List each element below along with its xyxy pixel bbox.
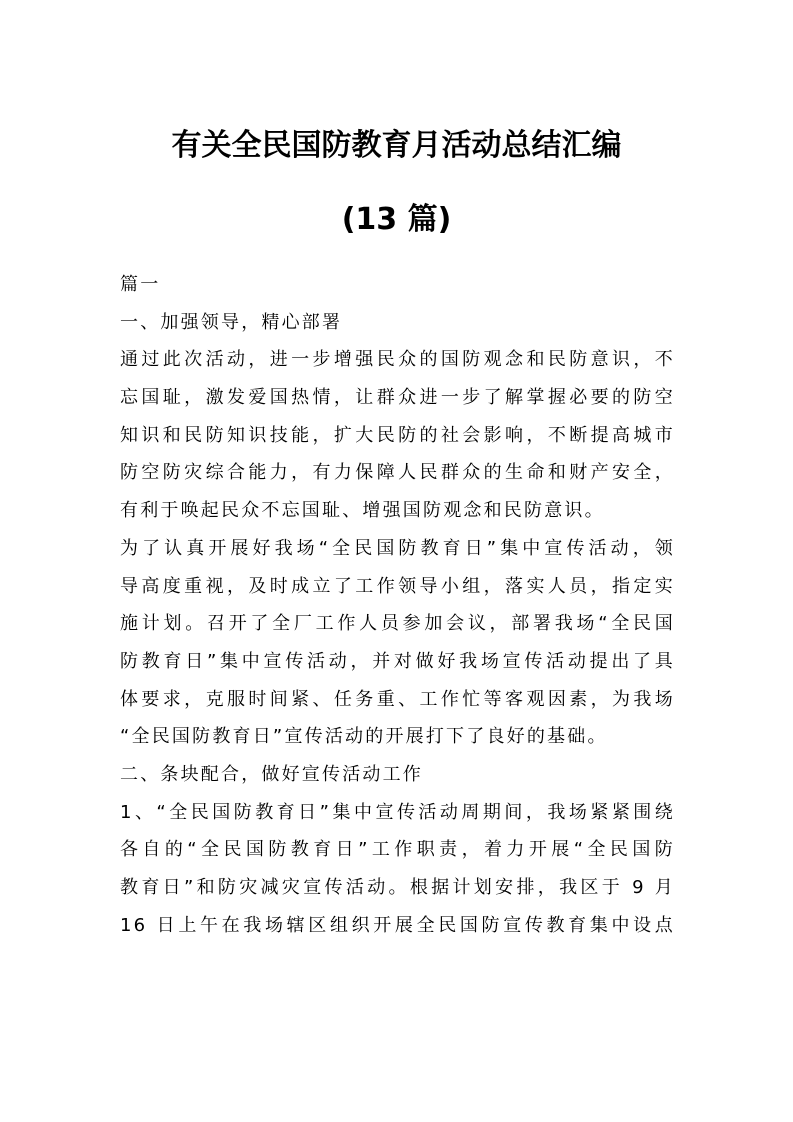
document-title: 有关全民国防教育月活动总结汇编 [171, 128, 622, 163]
paragraph-line: 1、“全民国防教育日”集中宣传活动周期间，我场紧紧围绕 [120, 801, 675, 823]
paragraph-line: 防空防灾综合能力，有力保障人民群众的生命和财产安全， [120, 462, 675, 484]
paragraph-line: 施计划。召开了全厂工作人员参加会议，部署我场“全民国 [120, 613, 675, 635]
paragraph-line: 通过此次活动，进一步增强民众的国防观念和民防意识，不 [120, 349, 675, 371]
paragraph-line: 体要求，克服时间紧、任务重、工作忙等客观因素，为我场 [120, 688, 675, 710]
paragraph-line: 篇一 [120, 274, 161, 295]
paragraph-line: 知识和民防知识技能，扩大民防的社会影响，不断提高城市 [120, 424, 675, 446]
paragraph-line: 教育日”和防灾减灾宣传活动。根据计划安排，我区于 9 月 [120, 877, 675, 898]
document-subtitle: (13 篇) [341, 202, 452, 237]
document-body [120, 266, 675, 944]
paragraph-line: 16 日上午在我场辖区组织开展全民国防宣传教育集中设点 [120, 914, 675, 936]
paragraph-line: 忘国耻，激发爱国热情，让群众进一步了解掌握必要的防空 [120, 387, 675, 409]
paragraph-line: 各自的“全民国防教育日”工作职责，着力开展“全民国防 [120, 839, 675, 861]
paragraph-line: 为了认真开展好我场“全民国防教育日”集中宣传活动，领 [120, 537, 675, 559]
paragraph-line: 一、加强领导，精心部署 [120, 311, 343, 333]
paragraph-line: 导高度重视，及时成立了工作领导小组，落实人员，指定实 [120, 575, 675, 597]
paragraph-line: 防教育日”集中宣传活动，并对做好我场宣传活动提出了具 [120, 650, 675, 672]
paragraph-line: 有利于唤起民众不忘国耻、增强国防观念和民防意识。 [120, 500, 605, 522]
paragraph-line: 二、条块配合，做好宣传活动工作 [120, 763, 423, 785]
paragraph-line: “全民国防教育日”宣传活动的开展打下了良好的基础。 [120, 726, 608, 748]
